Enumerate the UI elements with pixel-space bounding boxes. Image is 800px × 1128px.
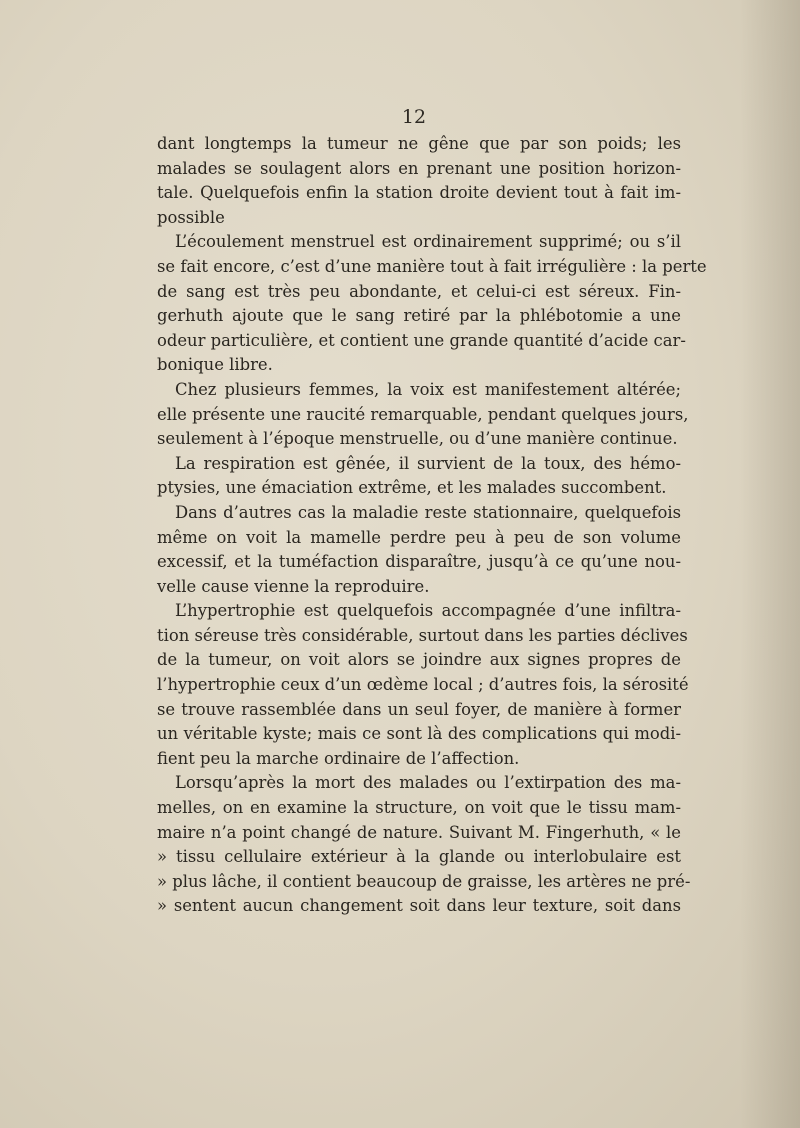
text-line: se fait encore, c’est d’une manière tout à fait irrégulière : la perte xyxy=(157,256,707,276)
text-line: » sentent aucun changement soit dans leur texture, soit dans xyxy=(157,896,681,916)
page-number: 12 xyxy=(401,106,427,128)
text-line: gerhuth ajoute que le sang retiré par la phlébotomie a une xyxy=(157,306,681,326)
text-line: de sang est très peu abondante, et celui-ci est séreux. Fin- xyxy=(157,281,681,301)
text-line: excessif, et la tuméfaction disparaître, jusqu’à ce qu’une nou- xyxy=(157,552,681,572)
text-line: se trouve rassemblée dans un seul foyer, de manière à former xyxy=(157,699,681,719)
text-line: velle cause vienne la reproduire. xyxy=(157,576,430,596)
text-line: malades se soulagent alors en prenant une position horizon- xyxy=(157,158,681,178)
text-line: L’écoulement menstruel est ordinairement supprimé; ou s’il xyxy=(175,232,681,252)
text-line: même on voit la mamelle perdre peu à peu de son volume xyxy=(157,527,681,547)
text-line: ptysies, une émaciation extrême, et les malades succombent. xyxy=(157,478,667,498)
text-line: tion séreuse très considérable, surtout dans les parties déclives xyxy=(157,625,688,645)
text-line: l’hypertrophie ceux d’un œdème local ; d’autres fois, la sérosité xyxy=(157,675,689,695)
body-text xyxy=(157,132,707,919)
text-line: dant longtemps la tumeur ne gêne que par son poids; les xyxy=(157,134,681,153)
text-line: bonique libre. xyxy=(157,355,273,375)
text-line: tale. Quelquefois enfin la station droite devient tout à fait im- xyxy=(157,183,681,203)
text-line: seulement à l’époque menstruelle, ou d’une manière continue. xyxy=(157,429,678,449)
text-line: La respiration est gênée, il survient de la toux, des hémo- xyxy=(175,453,681,473)
text-line: odeur particulière, et contient une grande quantité d’acide car- xyxy=(157,330,686,350)
text-line: maire n’a point changé de nature. Suivant M. Fingerhuth, « le xyxy=(157,822,681,842)
text-line: de la tumeur, on voit alors se joindre aux signes propres de xyxy=(157,650,681,670)
text-line: L’hypertrophie est quelquefois accompagnée d’une infiltra- xyxy=(175,601,681,621)
text-line: » plus lâche, il contient beaucoup de graisse, les artères ne pré- xyxy=(157,871,691,891)
text-line: un véritable kyste; mais ce sont là des complications qui modi- xyxy=(157,724,681,744)
text-line: Chez plusieurs femmes, la voix est manifestement altérée; xyxy=(175,379,681,399)
text-line: elle présente une raucité remarquable, pendant quelques jours, xyxy=(157,404,689,424)
text-line: Lorsqu’après la mort des malades ou l’extirpation des ma- xyxy=(175,773,681,793)
text-line: fient peu la marche ordinaire de l’affection. xyxy=(157,748,520,768)
text-line: Dans d’autres cas la maladie reste stationnaire, quelquefois xyxy=(175,502,681,522)
text-line: possible xyxy=(157,207,225,227)
text-line: » tissu cellulaire extérieur à la glande ou interlobulaire est xyxy=(157,847,681,867)
text-line: melles, on en examine la structure, on voit que le tissu mam- xyxy=(157,798,681,818)
